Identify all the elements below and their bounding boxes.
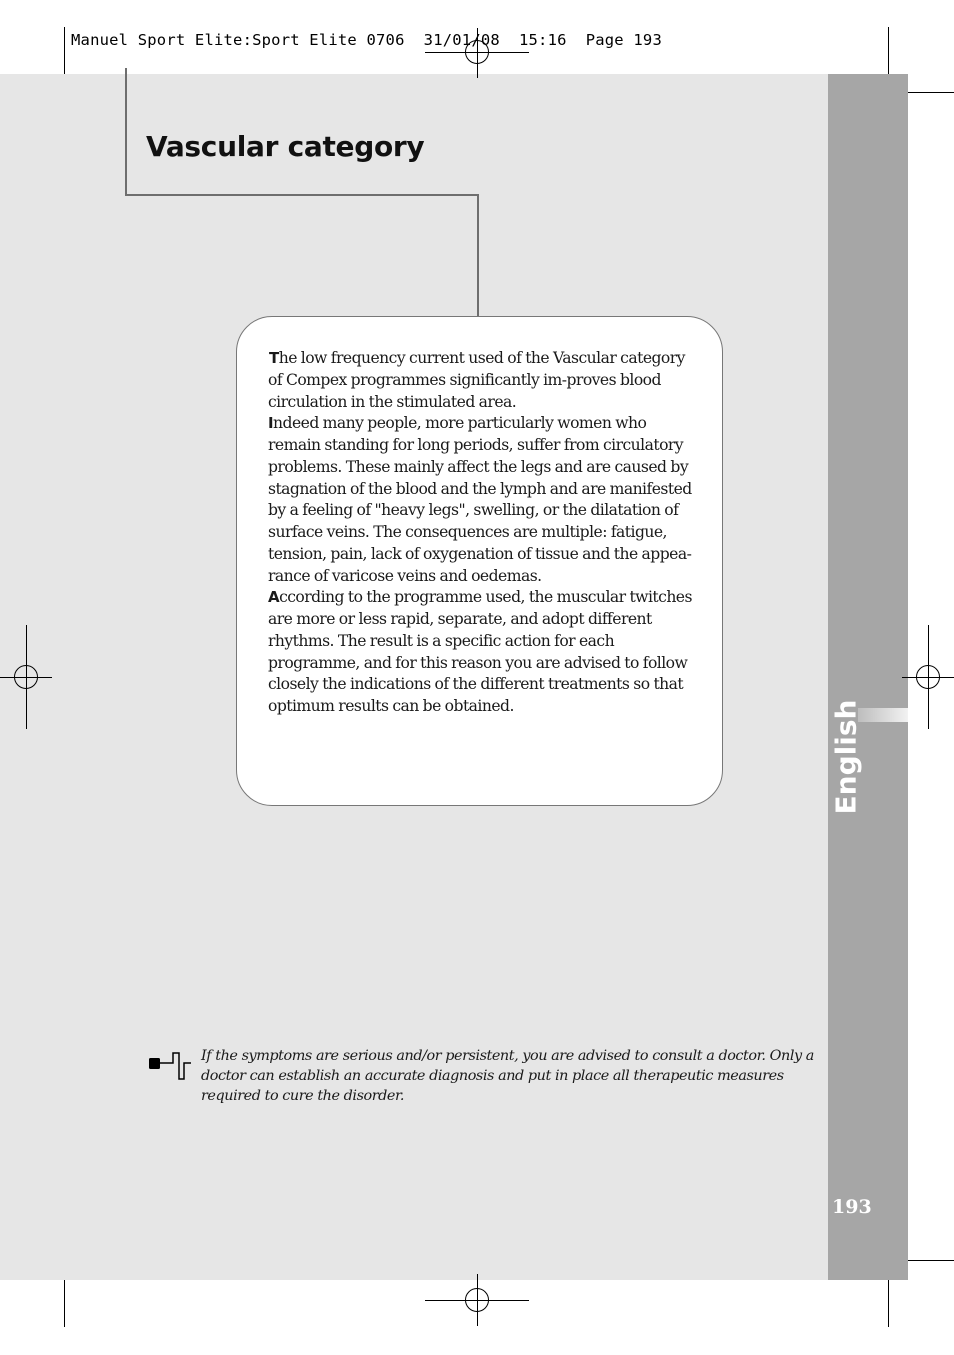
paragraph-initial: I: [268, 414, 274, 433]
crop-mark: [902, 92, 954, 93]
registration-circle: [465, 1288, 489, 1312]
paragraph-text: he low frequency current used of the Vascular category of Compex programmes significantly im-proves blood circulation in the stimulated area.: [268, 349, 685, 411]
crop-mark: [888, 27, 889, 78]
paragraph-circulation: [268, 413, 692, 587]
page-number: 193: [832, 1196, 872, 1218]
registration-circle: [14, 665, 38, 689]
side-tab-highlight-stripe: [858, 708, 908, 722]
medical-advice-note: If the symptoms are serious and/or persistent, you are advised to consult a doctor. Only a doctor can establish an accurate diagnosis and put in place all therapeutic measures required to cure the disorder.: [201, 1048, 814, 1104]
description-text-box: [236, 316, 723, 806]
crop-mark: [64, 1276, 65, 1327]
language-tab-label: English: [829, 699, 863, 815]
crop-mark: [888, 1276, 889, 1327]
print-slug-header: Manuel Sport Elite:Sport Elite 0706 31/01/08 15:16 Page 193: [71, 31, 662, 49]
title-frame-connector-line: [477, 194, 479, 318]
paragraph-text: ccording to the programme used, the muscular twitches are more or less rapid, separate, and adopt different rhythms. The result is a specific action for each programme, and for this reason you are advised to follow closely the indications of the different treatments so that optimum results can be obtained.: [268, 588, 692, 715]
language-side-tab: [828, 74, 908, 1280]
paragraph-initial: A: [268, 588, 280, 607]
pulse-waveform-icon: [148, 1052, 192, 1080]
paragraph-initial: T: [269, 349, 279, 367]
crop-mark: [902, 1260, 954, 1261]
paragraph-intro: [268, 348, 692, 413]
registration-circle: [916, 665, 940, 689]
crop-mark: [64, 27, 65, 78]
description-text: [268, 348, 692, 718]
paragraph-text: ndeed many people, more particularly women who remain standing for long periods, suffer from circulatory problems. These mainly affect the legs and are caused by stagnation of the blood and the lymph and are manifested by a feeling of "heavy legs", swelling, or the dilatation of surface veins. The consequences are multiple: fatigue, tension, pain, lack of oxygenation of tissue and the appea-rance of varicose veins and oedemas.: [268, 414, 692, 585]
title-frame-bottom-line: [125, 194, 479, 196]
page-title: Vascular category: [146, 130, 425, 163]
paragraph-programmes: [268, 587, 692, 718]
title-frame-left-line: [125, 68, 127, 196]
